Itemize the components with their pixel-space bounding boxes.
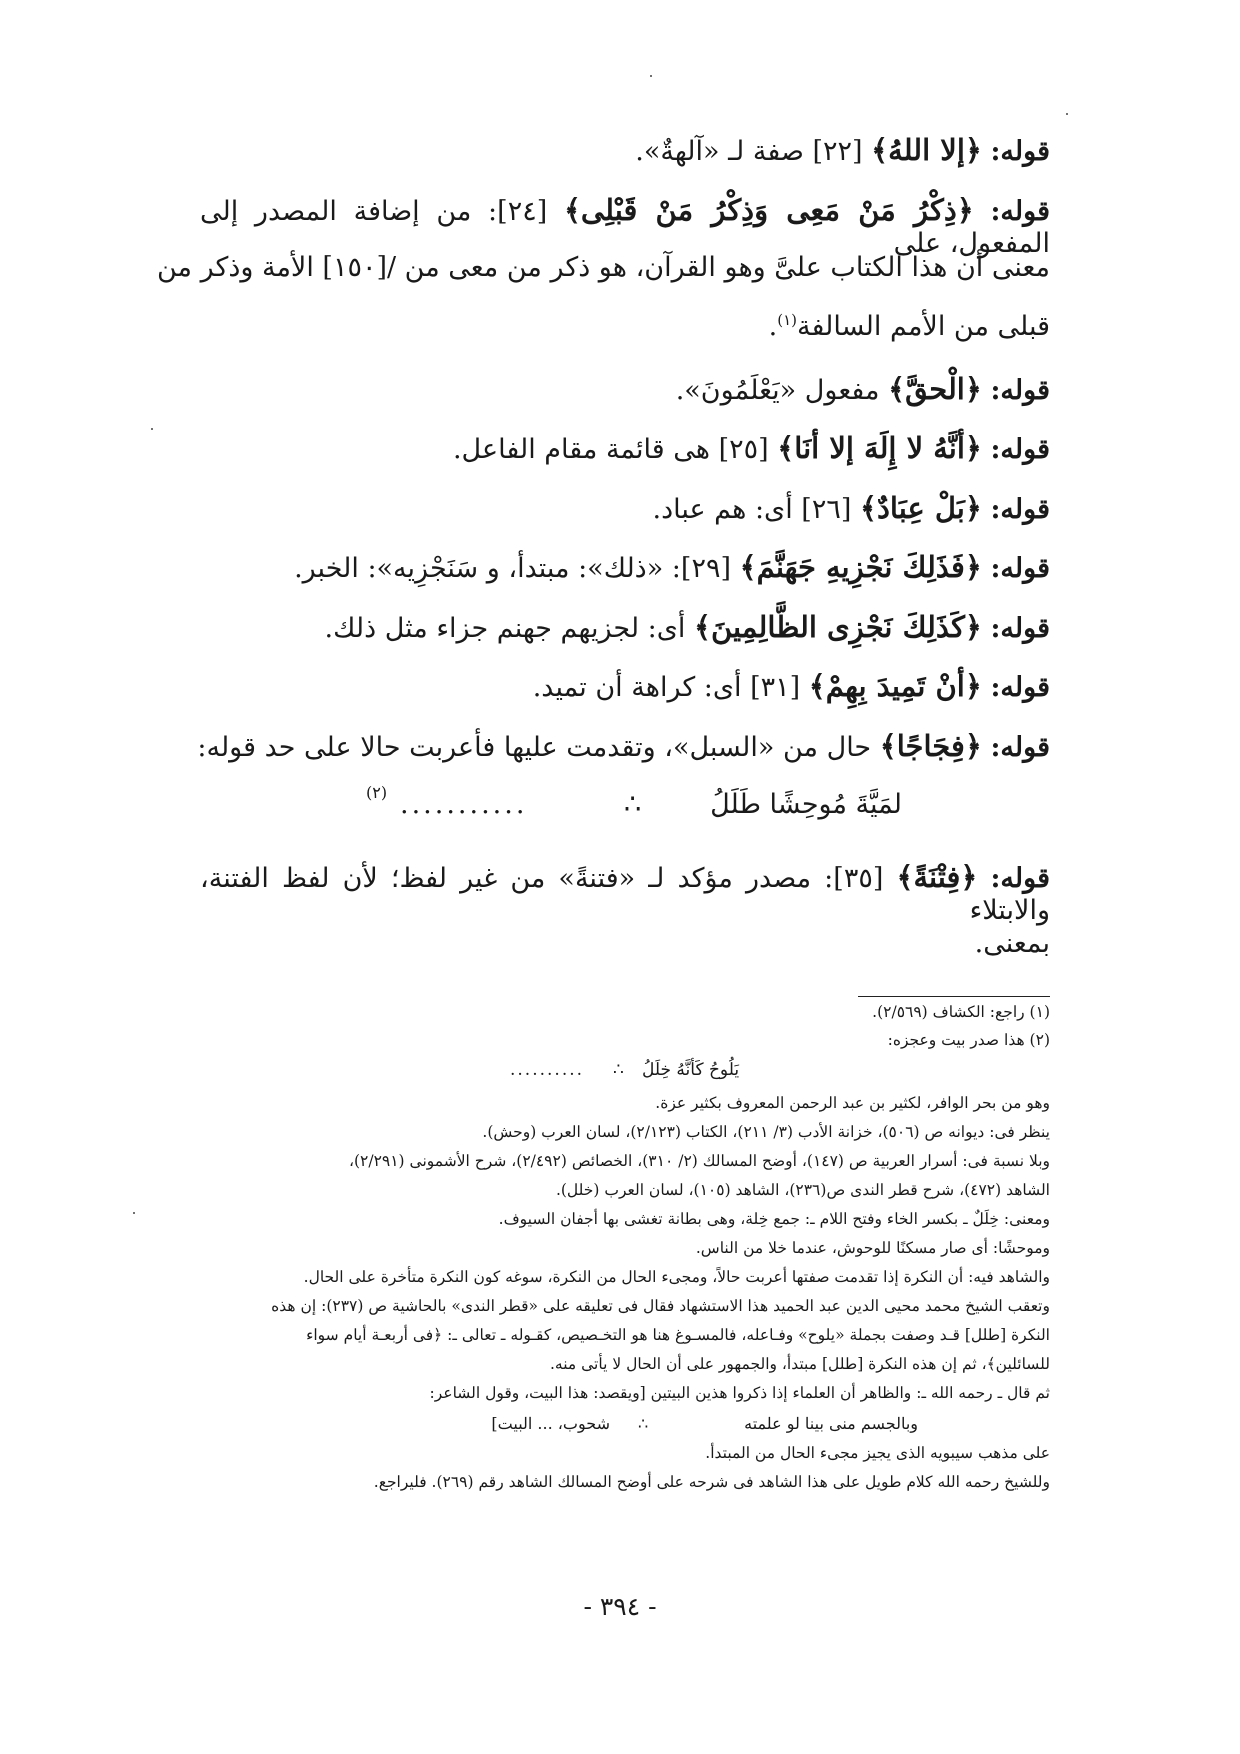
quran-quote: ﴿فِجَاجًا﴾ xyxy=(879,729,982,763)
main-line-13 xyxy=(200,928,1050,960)
main-line-9 xyxy=(200,610,1050,645)
main-line-6 xyxy=(200,431,1050,466)
line-text: [٢٤]: من إضافة المصدر إلى المفعول، على xyxy=(200,196,1050,260)
footnote-1: (١) راجع: الكشاف (٢/٥٦٩). xyxy=(872,1003,1050,1021)
line-text: [٢٦] أى: هم عباد. xyxy=(652,494,860,525)
line-text: أى: لجزيهم جهنم جزاء مثل ذلك. xyxy=(324,613,694,644)
footnote-line: والشاهد فيه: أن النكرة إذا تقدمت صفتها أعربت حالاً، ومجىء الحال من النكرة، سوغه كون النكرة متأخرة على الحال. xyxy=(303,1268,1050,1286)
quran-quote: ﴿إلا اللهُ﴾ xyxy=(871,133,982,167)
footnote-2: (٢) هذا صدر بيت وعجزه: xyxy=(887,1031,1050,1049)
quran-quote: ﴿كَذَلِكَ نَجْزِى الظَّالِمِينَ﴾ xyxy=(693,610,982,644)
scan-speck xyxy=(133,1212,135,1214)
footnote-line: وموحشًا: أى صار مسكنًا للوحوش، عندما خلا من الناس. xyxy=(695,1239,1050,1257)
footnote-line: ثم قال ـ رحمه الله ـ: والظاهر أن العلماء إذا ذكروا هذين البيتين [ويقصد: هذا البيت، وقول الشاعر: xyxy=(429,1384,1050,1402)
quran-quote: ﴿أنَّهُ لا إِلَهَ إلا أنَا﴾ xyxy=(777,431,982,465)
quran-quote: ﴿بَلْ عِبَادٌ﴾ xyxy=(859,491,982,525)
footnote-line: النكرة [طلل] قـد وصفت بجملة «يلوح» وفـاعله، فالمسـوغ هنا هو التخـصيص، كقـوله ـ تعالى ـ: ﴿فى أربعـة أيام سواء xyxy=(306,1326,1050,1344)
main-line-10 xyxy=(200,669,1050,704)
quran-quote: ﴿فِتْنَةً﴾ xyxy=(896,860,978,894)
line-text: قبلى من الأمم السالفة xyxy=(797,311,1050,342)
scan-speck xyxy=(650,75,652,77)
footnote-verse-dots: .......... xyxy=(510,1060,585,1080)
quran-quote: ﴿ذِكْرُ مَنْ مَعِى وَذِكْرُ مَنْ قَبْلِى﴾ xyxy=(563,193,974,227)
label-qawluhu: قوله: xyxy=(990,375,1050,406)
line-text: [٣٥]: مصدر مؤكد لـ «فتنةً» من غير لفظ؛ لأن لفظ الفتنة، والابتلاء xyxy=(200,863,1050,927)
footnote-line: على مذهب سيبويه الذى يجيز مجىء الحال من المبتدأ. xyxy=(705,1444,1050,1462)
footnote-line: وبلا نسبة فى: أسرار العربية ص (١٤٧)، أوضح المسالك (٢/ ٣١٠)، الخصائص (٢/٤٩٢)، شرح الأشمونى (٢/٢٩١)، xyxy=(348,1152,1050,1170)
footnote-line: وهو من بحر الوافر، لكثير بن عبد الرحمن المعروف بكثير عزة. xyxy=(655,1094,1050,1112)
main-line-3 xyxy=(157,252,1050,284)
footnote-verse xyxy=(200,1060,1050,1086)
footnote-marker: (١) xyxy=(777,311,797,329)
footnote-verse2-right: وبالجسم منى بينا لو علمته xyxy=(744,1414,918,1433)
page-number: - ٣٩٤ - xyxy=(583,1592,657,1621)
line-text: حال من «السبل»، وتقدمت عليها فأعربت حالا على حد قوله: xyxy=(197,732,880,763)
scan-speck xyxy=(151,428,153,430)
quran-quote: ﴿أنْ تَمِيدَ بِهِمْ﴾ xyxy=(808,669,982,703)
scan-speck xyxy=(1066,113,1068,115)
main-line-1 xyxy=(200,133,1050,168)
line-text: بمعنى. xyxy=(974,928,1050,959)
label-qawluhu: قوله: xyxy=(990,613,1050,644)
label-qawluhu: قوله: xyxy=(990,672,1050,703)
footnote-verse2-left: شحوب، ... البيت] xyxy=(491,1414,610,1433)
verse-line xyxy=(200,783,1050,829)
footnote-verse-text: يَلُوحُ كَأنَّهُ خِلَلُ xyxy=(642,1060,740,1080)
main-line-4: قبلى من الأمم السالفة$^{(١)}$. xyxy=(768,311,1050,342)
line-text: [٣١] أى: كراهة أن تميد. xyxy=(532,672,809,703)
label-qawluhu: قوله: xyxy=(990,863,1050,894)
label-qawluhu: قوله: xyxy=(990,732,1050,763)
label-qawluhu: قوله: xyxy=(990,136,1050,167)
footnote-line: الشاهد (٤٧٢)، شرح قطر الندى ص(٢٣٦)، الشاهد (١٠٥)، لسان العرب (خلل). xyxy=(555,1181,1050,1199)
main-line-8 xyxy=(200,550,1050,585)
line-text: مفعول «يَعْلَمُونَ». xyxy=(675,375,889,406)
verse-dots: ........... xyxy=(400,789,528,820)
footnote-line: وللشيخ رحمه الله كلام طويل على هذا الشاهد فى شرحه على أوضح المسالك الشاهد رقم (٢٦٩). فليراجع. xyxy=(373,1473,1050,1491)
label-qawluhu: قوله: xyxy=(990,434,1050,465)
quran-quote: ﴿فَذَلِكَ نَجْزِيهِ جَهَنَّمَ﴾ xyxy=(739,550,982,584)
line-text: [٢٩]: «ذلك»: مبتدأ، و سَنَجْزِيه»: الخبر. xyxy=(294,553,740,584)
verse-separator: ∴ xyxy=(624,789,642,820)
footnote-verse-separator: ∴ xyxy=(613,1060,624,1080)
line-text: [٢٢] صفة لـ «آلهةٌ». xyxy=(635,136,872,167)
verse-hemistich: لمَيَّةَ مُوحِشًا طَلَلُ xyxy=(710,789,902,820)
footnote-marker: (٢) xyxy=(366,783,388,802)
footnote-divider xyxy=(858,996,1050,997)
footnote-line: للسائلين﴾، ثم إن هذه النكرة [طلل] مبتدأ، والجمهور على أن الحال لا يأتى منه. xyxy=(549,1355,1050,1373)
footnote-verse-2 xyxy=(200,1414,1050,1440)
footnote-line: ومعنى: خِلَلٌ ـ بكسر الخاء وفتح اللام ـ: جمع خِلة، وهى بطانة تغشى بها أجفان السيوف. xyxy=(498,1210,1050,1228)
quran-quote: ﴿الْحقَّ﴾ xyxy=(888,372,982,406)
label-qawluhu: قوله: xyxy=(990,196,1050,227)
footnote-line: وتعقب الشيخ محمد محيى الدين عبد الحميد هذا الاستشهاد فقال فى تعليقه على «قطر الندى» بالحاشية ص (٢٣٧): إن هذه xyxy=(271,1297,1050,1315)
main-line-12 xyxy=(200,860,1050,928)
main-line-2 xyxy=(200,193,1050,261)
label-qawluhu: قوله: xyxy=(990,494,1050,525)
label-qawluhu: قوله: xyxy=(990,553,1050,584)
footnote-verse2-separator: ∴ xyxy=(638,1414,649,1433)
main-line-11 xyxy=(197,729,1050,764)
main-line-5 xyxy=(200,372,1050,407)
footnote-line: ينظر فى: ديوانه ص (٥٠٦)، خزانة الأدب (٣/ ٢١١)، الكتاب (٢/١٢٣)، لسان العرب (وحش). xyxy=(482,1123,1050,1141)
line-text: [٢٥] هى قائمة مقام الفاعل. xyxy=(452,434,778,465)
line-text: معنى أن هذا الكتاب علىَّ وهو القرآن، هو ذكر من معى من /[١٥٠] الأمة وذكر من xyxy=(157,252,1050,283)
main-line-7 xyxy=(200,491,1050,526)
